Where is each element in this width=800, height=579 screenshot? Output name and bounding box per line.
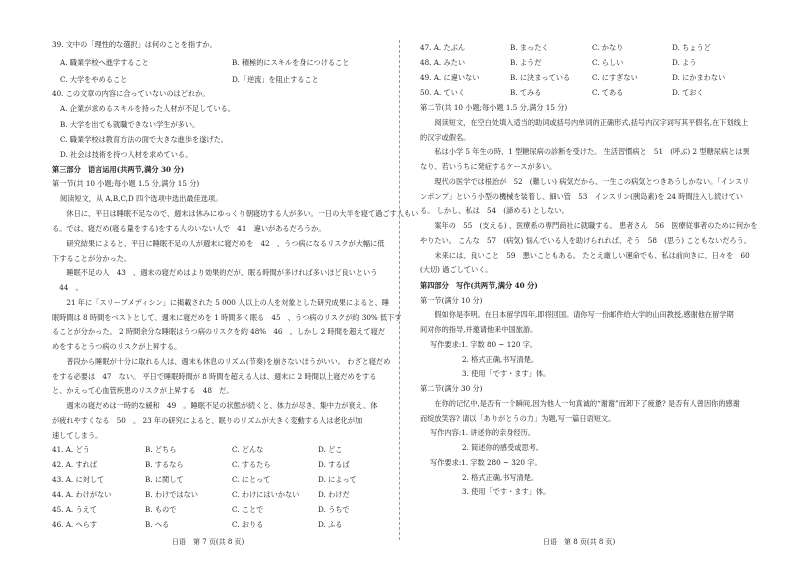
writing1-body: 间对你的指导,并邀请他来中国旅游。 (420, 325, 538, 334)
writing2-body: 而绽放笑容? 请以「ありがとうの力」为题,写一篇日语短文。 (420, 414, 616, 423)
writing2-content: 写作内容:1. 讲述你的亲身经历。 (430, 428, 536, 437)
choice-48-b: B. ようだ (510, 58, 542, 67)
writing2-req: 写作要求:1. 字数 280 ~ 320 字。 (430, 458, 542, 467)
passage2-line: (大切) 過ごしていく。 (420, 265, 493, 274)
q39-stem: 39. 文中の「理性的な選択」は何のことを指すか。 (52, 40, 217, 49)
writing2-heading: 第二节(满分 30 分) (420, 384, 483, 393)
passage-line: めをするとうつ病のリスクが上昇する。 (52, 342, 182, 351)
q40-stem: 40. この文章の内容に合っていないのはどれか。 (52, 89, 210, 98)
choice-50-d: D. ておく (672, 88, 704, 97)
q39-opt-d: D.「逆流」を阻止すること (232, 75, 319, 84)
passage-line: 下することが分かった。 (52, 254, 132, 263)
choice-46-c: C. おりる (232, 520, 264, 529)
passage2-line: なり、若いうちに発症するケースが多い。 (420, 162, 557, 171)
writing2-content: 2. 简述你的感受或思考。 (462, 443, 544, 452)
writing1-heading: 第一节(满分 10 分) (420, 296, 483, 305)
page-footer: 日语 第 7 页(共 8 页) (172, 538, 245, 546)
choice-41-b: B. どちら (145, 445, 177, 454)
choice-44-d: D. わけだ (318, 490, 350, 499)
choice-47-d: D. ちょうど (672, 43, 711, 52)
part3-heading: 第三部分 语言运用(共两节,满分 30 分) (52, 165, 185, 174)
choice-46-b: B. へる (145, 520, 170, 529)
writing1-req: 写作要求:1. 字数 80 ~ 120 字。 (430, 340, 538, 349)
passage-line: 研究結果によると、平日に睡眠不足の人が週末に寝だめを 42 、うつ病になるリスクが大幅に低 (52, 239, 385, 248)
choice-47-c: C. かなり (592, 43, 624, 52)
choice-48-c: C. らしい (592, 58, 624, 67)
choice-42-b: B. するなら (145, 460, 184, 469)
passage-line: 眠時間は 8 時間をベストとして、週末に寝だめを 1 時間多く眠る 45 、うつ病のリスクが約 30% 低下す (52, 313, 402, 322)
q39-opt-b: B. 積極的にスキルを身につけること (232, 58, 350, 67)
choice-49-d: D. にかまわない (672, 73, 726, 82)
choice-50-a: 50. A. ていく (420, 88, 466, 97)
passage-line: 普段から睡眠が十分に取れる人は、週末も休息のリズム(节奏)を崩さないほうがいい。 わざと寝だめ (52, 357, 391, 366)
q40-opt-b: B. 大学を出ても就職できない学生が多い。 (60, 120, 200, 129)
choice-47-b: B. まったく (510, 43, 549, 52)
q40-opt-d: D. 社会は技術を持つ人材を求めている。 (60, 150, 193, 159)
section1-instruction: 阅读短文，从 A,B,C,D 四个选项中选出最佳选项。 (60, 194, 223, 203)
choice-50-c: C. てある (592, 88, 624, 97)
choice-44-c: C. わけにはいかない (232, 490, 300, 499)
passage2-line: 案年の 55 (支える) 、医療系の専門商社に就職する。 患者さん 56 医療従事者のために何かを (420, 221, 758, 230)
part4-heading: 第四部分 写作(共两节,满分 40 分) (420, 281, 538, 290)
section2-instruction: 阅读短文，在空白处填入适当的助词或括号内单词的正确形式,括号内汉字词写其平假名,在下划线上 (420, 118, 749, 127)
passage-line: 44 。 (52, 283, 83, 292)
choice-42-c: C. するたら (232, 460, 271, 469)
q39-opt-c: C. 大学をやめること (60, 75, 128, 84)
choice-48-a: 48. A. みたい (420, 58, 466, 67)
choice-49-b: B. に決まっている (510, 73, 571, 82)
choice-45-b: B. もので (145, 505, 177, 514)
choice-45-d: D. うちで (318, 505, 350, 514)
writing2-body: 在你的记忆中,是否有一个瞬间,因为他人一句真诚的“谢谢”而卸下了疲惫? 是否有人曾因你的感谢 (420, 399, 740, 408)
passage-line: 休日に、平日は睡眠不足なので、週末は休みにゆっくり朝寝坊する人が多い。一日の大半を寝て過ごす人もい (52, 209, 419, 218)
choice-41-d: D. どこ (318, 445, 343, 454)
choice-45-c: C. ことで (232, 505, 264, 514)
choice-49-a: 49. A. に違いない (420, 73, 480, 82)
passage-line: と、かえって心血管疾患のリスクが上昇する 48 だ。 (52, 386, 234, 395)
writing1-req: 2. 格式正确,书写清楚。 (462, 355, 539, 364)
passage-line: 21 年に「スリープメディシン」に掲載された 5 000 人以上の人を対象とした研究成果によると、睡 (52, 298, 390, 307)
writing1-req: 3. 使用「です・ます」体。 (462, 369, 551, 378)
choice-50-b: B. てみる (510, 88, 542, 97)
choice-44-a: 44. A. わけがない (52, 490, 112, 499)
choice-44-b: B. わけではない (145, 490, 198, 499)
q40-opt-a: A. 企業が求めるスキルを持った人材が不足している。 (60, 104, 236, 113)
section2-instruction: 的汉字或假名。 (420, 133, 471, 142)
choice-43-a: 43. A. に対して (52, 475, 105, 484)
page-footer: 日语 第 8 页(共 8 页) (543, 538, 616, 546)
passage-line: 睡眠不足の人 43 、週末の寝だめはより効果的だが、眠る時間が多ければ多いほど良いという (52, 268, 378, 277)
choice-41-a: 41. A. どう (52, 445, 90, 454)
writing2-req: 2. 格式正确,书写清楚。 (462, 473, 539, 482)
choice-46-d: D. ふる (318, 520, 343, 529)
section1-heading: 第一节(共 10 小题;每小题 1.5 分,满分 15 分) (52, 179, 200, 188)
passage-line: 週末の寝だめは一時的な緩和 49 。睡眠不足の状態が続くと、体力が尽き、集中力が衰え、体 (52, 401, 378, 410)
choice-43-b: B. に関して (145, 475, 184, 484)
choice-42-d: D. するば (318, 460, 350, 469)
choice-48-d: D. よう (672, 58, 697, 67)
choice-43-d: D. によって (318, 475, 357, 484)
q40-opt-c: C. 職業学校は教育方法の面で大きな進歩を遂げた。 (60, 135, 228, 144)
passage2-line: る。 しかし、私は 54 (諦める) としない。 (420, 206, 569, 215)
choice-45-a: 45. A. うえて (52, 505, 98, 514)
passage-line: る。では、寝だめ(寝る量をする)をする人のいない人で 41 違いがあるだろうか。 (52, 224, 326, 233)
passage-line: をする必要は 47 ない。 平日で睡眠時間が 8 時間を超える人は、週末に 2 時間以上寝だめをする (52, 372, 377, 381)
writing2-req: 3. 使用「です・ます」体。 (462, 487, 551, 496)
passage2-line: やりたい。 こんな 57 (病気) 悩んでいる人を助けられれば、そう 58 (思う) こともないだろう。 (420, 236, 752, 245)
q39-opt-a: A. 職業学校へ進学すること (60, 58, 149, 67)
choice-42-a: 42. A. すれば (52, 460, 98, 469)
section2-heading: 第二节(共 10 小题;每小题 1.5 分,满分 15 分) (420, 103, 568, 112)
passage-line: ることが分かった。 2 時間余分な睡眠はうつ病のリスクを約 48% 46 。しかし 2 時間を超えて寝だ (52, 327, 386, 336)
passage2-line: 現代の医学では根治が 52 (難しい) 病気だから、一生この病気とつきあうしかない。「インスリ (420, 177, 750, 186)
passage-line: が疲れやすくなる 50 。 23 年の研究によると、眠りのリズムが大きく変動する人は老化が加 (52, 416, 363, 425)
passage2-line: 私は小学 5 年生の時、1 型糖尿病の診断を受けた。 生活習慣病と 51 (呼ぶ) 2 型糖尿病とは異 (420, 147, 750, 156)
choice-49-c: C. にすぎない (592, 73, 638, 82)
choice-43-c: C. にとって (232, 475, 271, 484)
choice-41-c: C. どんな (232, 445, 264, 454)
choice-47-a: 47. A. たぶん (420, 43, 466, 52)
choice-46-a: 46. A. へらす (52, 520, 98, 529)
right-page (400, 0, 800, 579)
passage2-line: 未来には、良いこと 59 悪いこともある。 たとえ厳しい運命でも、私は前向きに、日々を 60 (420, 251, 750, 260)
passage2-line: ンポンプ」という小型の機械を装着し、細い管 53 インスリン(胰岛素)を 24 時間注入し続けてい (420, 192, 743, 201)
passage-line: 速してしまう。 (52, 431, 103, 440)
writing1-body: 假如你是李明。在日本留学四年,即将回国。请你写一份邮件给大学的山田教授,感谢他在留学期 (420, 310, 734, 319)
